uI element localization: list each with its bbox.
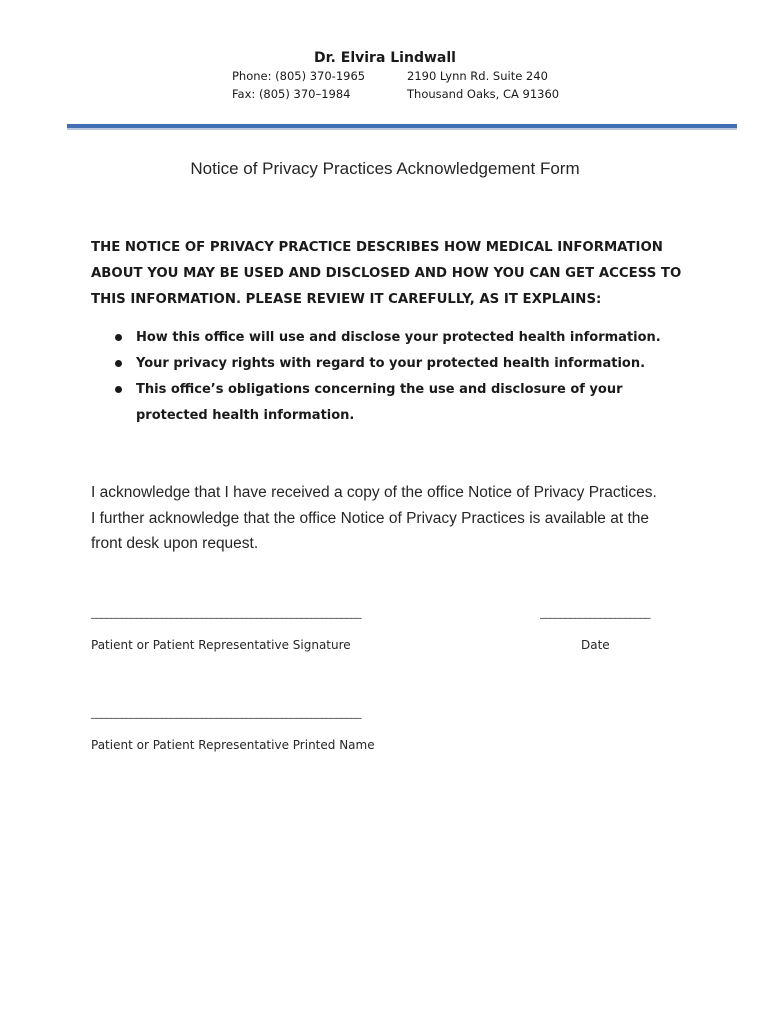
- letterhead-divider: [67, 124, 737, 130]
- signature-line[interactable]: ______________________________________________________: [91, 606, 361, 619]
- bullet-text: How this office will use and disclose your protected health information.: [136, 330, 661, 345]
- printed-name-label: Patient or Patient Representative Printed Name: [91, 738, 375, 752]
- printed-name-line[interactable]: ______________________________________________________: [91, 706, 361, 719]
- notice-heading-line: THE NOTICE OF PRIVACY PRACTICE DESCRIBES HOW MEDICAL INFORMATION: [91, 240, 663, 255]
- notice-heading-line: THIS INFORMATION. PLEASE REVIEW IT CAREFULLY, AS IT EXPLAINS:: [91, 292, 602, 307]
- bullet-item: [91, 377, 701, 429]
- street-address: 2190 Lynn Rd. Suite 240: [407, 69, 548, 83]
- phone-number: Phone: (805) 370-1965: [232, 69, 366, 83]
- form-title: Notice of Privacy Practices Acknowledgement Form: [190, 159, 580, 178]
- date-line[interactable]: ______________________: [540, 606, 650, 619]
- doctor-name: Dr. Elvira Lindwall: [314, 50, 456, 66]
- acknowledgement-paragraph: [91, 480, 711, 557]
- signature-label: Patient or Patient Representative Signature: [91, 638, 351, 652]
- bullet-text-continued: protected health information.: [136, 408, 355, 423]
- bullet-item: [91, 325, 701, 351]
- bullet-text: Your privacy rights with regard to your protected health information.: [136, 356, 646, 371]
- fax-number: Fax: (805) 370–1984: [232, 87, 351, 101]
- notice-bullet-list: [91, 325, 701, 429]
- acknowledgement-line: I acknowledge that I have received a copy of the office Notice of Privacy Practices.: [91, 484, 657, 501]
- notice-heading-line: ABOUT YOU MAY BE USED AND DISCLOSED AND HOW YOU CAN GET ACCESS TO: [91, 266, 682, 281]
- acknowledgement-line: front desk upon request.: [91, 535, 259, 552]
- acknowledgement-line: I further acknowledge that the office Notice of Privacy Practices is available at the: [91, 509, 649, 527]
- city-state-zip: Thousand Oaks, CA 91360: [407, 87, 560, 101]
- bullet-icon: [115, 360, 122, 367]
- bullet-icon: [115, 334, 122, 341]
- bullet-icon: [115, 386, 122, 393]
- bullet-item: [91, 351, 701, 377]
- notice-heading: [91, 235, 701, 313]
- letterhead-divider-shadow: [67, 128, 737, 130]
- date-label: Date: [581, 638, 610, 652]
- bullet-text: This office’s obligations concerning the use and disclosure of your: [136, 382, 623, 397]
